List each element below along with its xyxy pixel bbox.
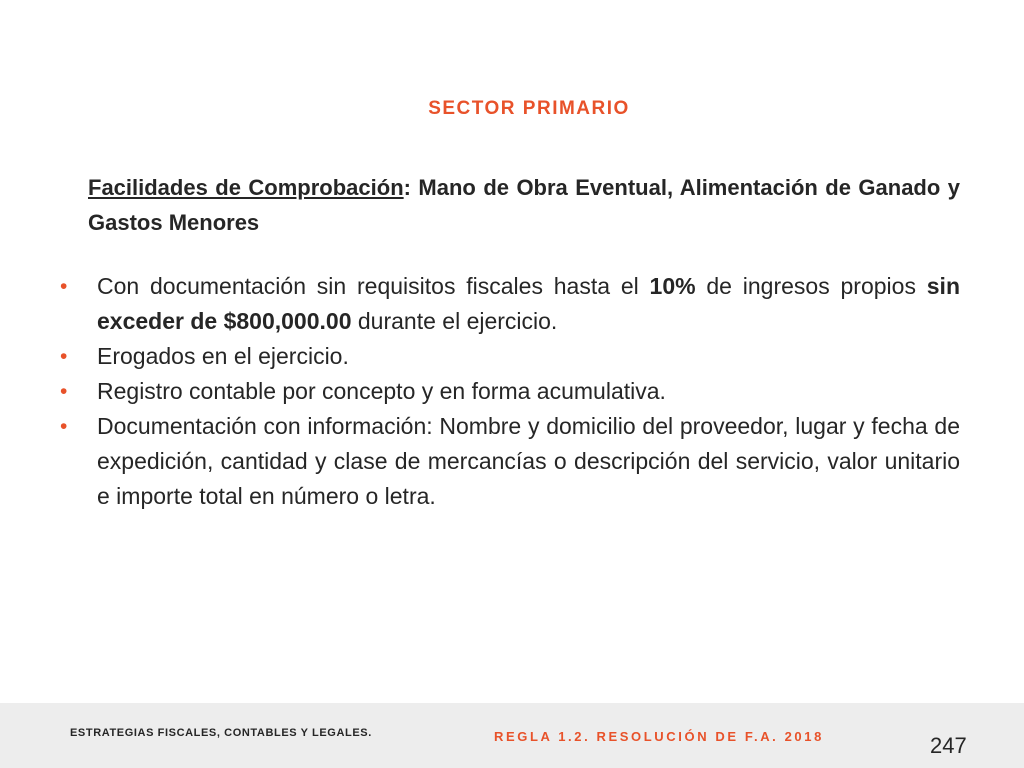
section-heading: SECTOR PRIMARIO (428, 98, 630, 119)
bullet-marker: • (60, 345, 68, 368)
bullet-bold-text: sin exceder de $800,000.00 (97, 273, 960, 334)
bullet-marker: • (60, 415, 68, 438)
slide-subtitle (88, 170, 960, 240)
bullet-text: Documentación con información: Nombre y domicilio del proveedor, lugar y fecha de expedición, cantidad y clase de mercancías o descripción del servicio, valor unitario e importe total en número o letra. (97, 413, 960, 509)
bullet-item (60, 269, 960, 339)
bullet-text: Con documentación sin requisitos fiscales hasta el (97, 273, 650, 299)
bullet-item (60, 339, 960, 374)
bullet-bold-text: 10% (649, 273, 696, 299)
page-number: 247 (930, 733, 967, 758)
bullet-text: Erogados en el ejercicio. (97, 343, 349, 369)
bullet-marker: • (60, 275, 68, 298)
footer-rule-text: REGLA 1.2. RESOLUCIÓN DE F.A. 2018 (494, 729, 824, 744)
bullet-text: Registro contable por concepto y en forma acumulativa. (97, 378, 666, 404)
footer-company-text: ESTRATEGIAS FISCALES, CONTABLES Y LEGALES. (70, 727, 372, 739)
bullet-item (60, 409, 960, 514)
subtitle-underlined: Facilidades de Comprobación (88, 175, 404, 200)
bullet-marker: • (60, 380, 68, 403)
bullet-text: de ingresos propios (695, 273, 927, 299)
bullet-item (60, 374, 960, 409)
bullet-text: durante el ejercicio. (351, 308, 558, 334)
subtitle-rest: : Mano de Obra Eventual, Alimentación de Ganado y Gastos Menores (88, 175, 960, 235)
bullet-list (60, 269, 960, 514)
